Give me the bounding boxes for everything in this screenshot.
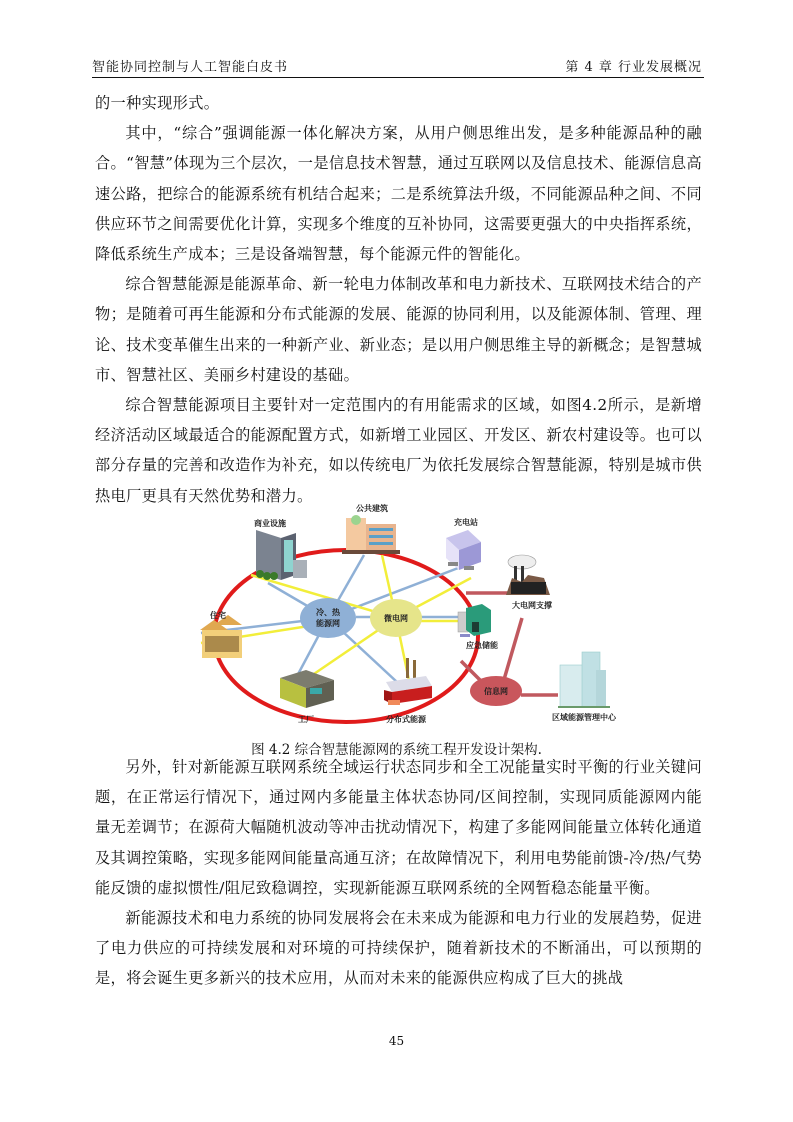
emergency-storage-icon	[458, 604, 491, 637]
factory-icon	[280, 670, 334, 708]
svg-text:应急储能: 应急储能	[466, 641, 498, 650]
header-divider	[92, 77, 704, 78]
paragraph: 的一种实现形式。	[95, 94, 220, 112]
paragraph: 其中，“综合”强调能源一体化解决方案，从用户侧思维出发，是多种能源品种的融合。“智慧”体现为三个层次，一是信息技术智慧，通过互联网以及信息技术、能源信息高速公路，把综合的能源系统有机结合起来；二是系统算法升级，不同能源品种之间、不同供应环节之间需要优化计算，实现多个维度的互补协同，这需要更强大的中央指挥系统，降低系统生产成本；三是设备端智慧，每个能源元件的智能化。	[95, 124, 702, 264]
svg-text:微电网: 微电网	[384, 614, 408, 623]
public-building-icon	[342, 515, 400, 554]
page-number: 45	[388, 1034, 405, 1048]
paragraph: 综合智慧能源项目主要针对一定范围内的有用能需求的区域，如图4.2所示，是新增经济活动区域最适合的能源配置方式，如新增工业园区、开发区、新农村建设等。也可以部分存量的完善和改造作为补充，如以传统电厂为依托发展综合智慧能源，特别是城市供热电厂更具有天然优势和潜力。	[95, 396, 702, 505]
running-header	[92, 56, 702, 76]
paragraph: 另外，针对新能源互联网系统全域运行状态同步和全工况能量实时平衡的行业关键问题，在正常运行情况下，通过网内多能量主体状态协同/区间控制，实现同质能源网内能量无差调节；在源荷大幅随机波动等冲击扰动情况下，构建了多能网间能量立体转化通道及其调控策略，实现多能网间能量高通互济；在故障情况下，利用电势能前馈-冷/热/气势能反馈的虚拟惯性/阻尼致稳调控，实现新能源互联网系统的全网暂稳态能量平衡。	[95, 758, 702, 897]
body-text-bottom	[95, 752, 702, 994]
paragraph: 综合智慧能源是能源革命、新一轮电力体制改革和电力新技术、互联网技术结合的产物；是随着可再生能源和分布式能源的发展、能源的协同利用，以及能源体制、管理、理论、技术变革催生出来的一种新产业、新业态；是以用户侧思维主导的新概念；是智慧城市、智慧社区、美丽乡村建设的基础。	[95, 275, 702, 384]
figure-energy-network-diagram	[196, 500, 636, 732]
paragraph: 新能源技术和电力系统的协同发展将会在未来成为能源和电力行业的发展趋势，促进了电力供应的可持续发展和对环境的可持续保护，随着新技术的不断涌出，可以预期的是，将会诞生更多新兴的技术应用，从而对未来的能源供应构成了巨大的挑战	[95, 909, 702, 988]
distributed-energy-plant-icon	[384, 658, 432, 705]
svg-text:冷、热: 冷、热	[316, 608, 340, 617]
svg-text:能源网: 能源网	[316, 619, 340, 628]
residential-house-icon	[200, 615, 242, 658]
svg-text:分布式能源: 分布式能源	[386, 715, 426, 724]
svg-text:信息网: 信息网	[484, 687, 508, 696]
svg-text:工厂: 工厂	[298, 715, 314, 724]
svg-text:大电网支撑: 大电网支撑	[512, 601, 552, 610]
svg-text:区域能源管理中心: 区域能源管理中心	[552, 713, 616, 722]
svg-text:住宅: 住宅	[210, 611, 226, 620]
regional-energy-center-icon	[558, 652, 610, 708]
body-text-top	[95, 88, 702, 511]
header-book-title: 智能协同控制与人工智能白皮书	[92, 60, 289, 75]
grid-support-power-plant-icon	[506, 555, 550, 595]
figure-caption: 图 4.2 综合智慧能源网的系统工程开发设计架构.	[251, 742, 542, 758]
svg-text:充电站: 充电站	[454, 518, 478, 527]
svg-text:公共建筑: 公共建筑	[356, 504, 388, 513]
header-chapter-title: 第 4 章 行业发展概况	[565, 60, 702, 75]
svg-text:商业设施: 商业设施	[254, 519, 286, 528]
cold-heat-energy-net-node	[300, 598, 356, 638]
charging-station-icon	[446, 530, 481, 570]
